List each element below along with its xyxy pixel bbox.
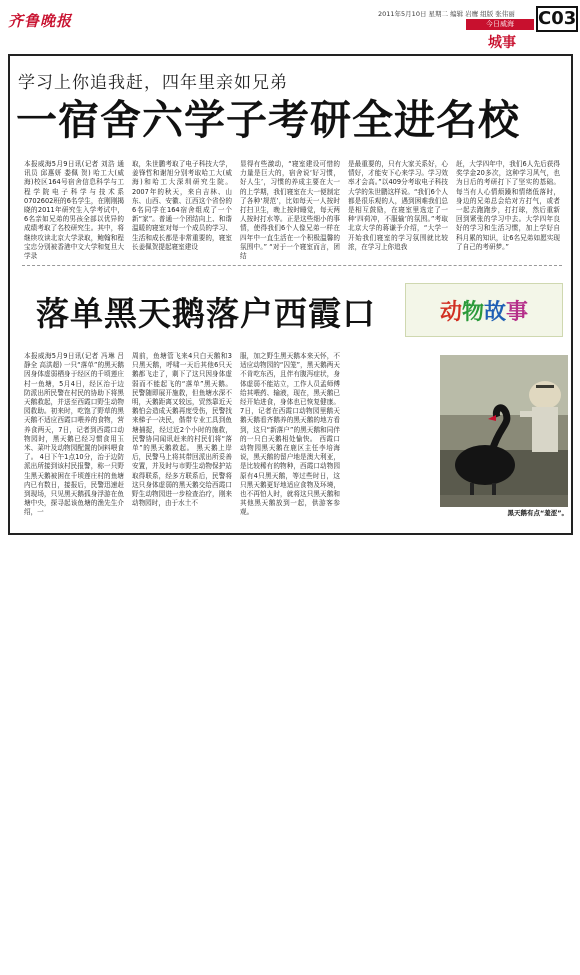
article1-column-5: 赶，大学四年中，我们6人先后获得奖学金20多次，这种学习风气，也为日后的考研打下了坚实的基础。每当有人心情烦躁和情绪低落时，身边的兄弟总会给对方打气，或者一起去跑跑步，打打球，然后重新回到紧张的学习中去。大学四年良好的学习和生活习惯，加上学好自科月累的知识，让6名兄弟如愿实现了自己的考研梦。”: [456, 160, 560, 251]
black-swan-illustration: [440, 355, 568, 507]
article1-kicker: 学习上你追我赶，四年里亲如兄弟: [18, 73, 288, 93]
black-swan-photo: [440, 355, 568, 507]
badge-char: 物: [461, 298, 484, 325]
section-divider: [22, 265, 562, 266]
animal-story-badge: [405, 283, 563, 337]
badge-char: 动: [439, 298, 462, 325]
badge-char: 故: [484, 298, 507, 325]
article2-headline: 落单黑天鹅落户西霞口: [36, 294, 376, 333]
section-title: 城事: [488, 35, 516, 51]
article1-column-1: 本报威海5月9日讯(记者 刘浩 通讯员 邱惠妍 娄佩 贺) 哈工大(威海)校区164号宿舍信息科学与工程学院电子科学与技术系0702602班的6名学生，在刚刚揭晓的2011年研究生入学考试中，6名亲如兄弟的男孩全部以优异的成绩考取了名校研究生。其中，将继续攻读北京大学录取，鲍翰和程宝忠分别被香港中文大学和复旦大学录: [24, 160, 124, 261]
issue-meta: 2011年5月10日 星期二 编辑 岩鹰 组版 张伟丽: [378, 10, 515, 18]
article1-column-2: 取，朱世鹏考取了电子科技大学，姜锋哲和谢旭分别考取哈工大(威海)和哈工大深圳研究生院。 2007年的秋天，来自吉林、山东、山西、安徽、江西这个省份的6名同学在164宿舍组成了一个新“家”。普通一个团结向上、和谐温暖的寝室对每一个成员的学习、生活和成长都是非常重要的，寝室长姜佩贺提起寝室建设: [132, 160, 232, 251]
newspaper-logo: 齐鲁晚报: [8, 12, 73, 30]
article1-headline: 一宿舍六学子考研全进名校: [16, 96, 520, 144]
badge-char: 事: [506, 298, 529, 325]
article2-column-2: 周前，鱼塘管飞来4只白天鹅和3只黑天鹅，呼啸一天后其他6只天鹅都飞走了，剩下了这只因身体虚弱而不能起飞的“落单”黑天鹅。 民警随即展开施救，但鱼塘水深不明，天鹅距离又较远，贸然靠近天鹅怕会造成天鹅再度受伤，民警找来梯子一决民，偕带专业工具到鱼塘捕捉，经过近2个小时的施救，民警协同闻讯赶来的村民们将“落单”的黑天鹅救起。 黑天鹅上岸后，民警马上将其带回派出所妥善安置，并及时与市野生动物保护站取得联系，经多方联系后，民警将这只身体虚弱的黑天鹅交给西霞口野生动物园进一步检查治疗，刚来动物园时，由于水土不: [132, 352, 232, 508]
section-bar: 今日威海: [466, 19, 534, 30]
article1-column-3: 显得有些激动，“寝室建设可惜的力量是巨大的，宿舍说‘好习惯，好人生’，习惯的养成主要在大一的上学期，我们寝室在大一便制定了各种‘规范’，比如每天一人按时打扫卫生，晚上按时睡觉，每天两人按时打水等。正是这些细小的事情，使得我们6个人像兄弟一样在四年中一直生活在一个积极温馨的氛围中。” “对于一个寝室而言，团结: [240, 160, 340, 261]
photo-caption: 黑天鹅有点“羞涩”。: [507, 509, 568, 517]
article2-column-1: 本报威海5月9日讯(记者 冯琳 吕静全 高洪超) 一只“落单”的黑天鹅因身体虚弱栖身于经区的千顷莲庄村一鱼塘，5月4日，经区治于边防派出所民警在村民的协助下将黑天鹅救起，并送至西霞口野生动物园救助。初来时，吃饱了野草的黑天鹅不适应西霞口喂养的食物，营养食两天，7日，记者到西霞口动物园时，黑天鹅已经习惯食用玉米、菜叶及动物园配置的饲料喂食了。 4日下午1点10分，治于边防派出所接到该村民报警，称一只野生黑天鹅被困在千顷莲庄村的鱼塘内已有数日，接报后，民警迅速赶到现场，只见黑天鹅孤身浮游在鱼塘中央，探寻起该鱼塘的渔先生介绍，一: [24, 352, 124, 517]
article1-column-4: 是最重要的，只有大家关系好，心情好，才能安下心来学习。学习效率才会高。”以409分考取电子科技大学的朱世鹏这样说。“我们6个人都是很乐观的人，遇到困难我们总是相互鼓励，在寝室里选定了一种‘四荷冲，不服输’的氛围。”考取北京大学的蒋谦予介绍，“大学一开始我们寝室的学习氛围就比较浓，在学习上你追我: [348, 160, 448, 251]
article2-column-3: 服，加之野生黑天鹅本来天怀，不适应动物园的“囚笼”，黑天鹅两天不肯吃东西，且伴有腹泻症状，身体虚弱不能站立，工作人员孟师傅给其喂药、输液，现在，黑天鹅已经开始进食，身体也已恢复健康。7日，记者在西霞口动物园里鹅天鹅天鹅看齐鹅养的黑天鹅的地方看到，这只“新落户”的黑天鹅和同伴的一只白天鹅相处愉快。 西霞口动物园黑天鹅在鹿区主任李培海说，黑天鹅的留户地是澳大利亚，是比较稀有的物种，西霞口动物园原有4只黑天鹅，等过些时日，这只黑天鹅更好地适应食物及环境，也不再怕人时，就将这只黑天鹅和其他黑天鹅放到一起，供游客参观。: [240, 352, 340, 517]
page-number: C03: [536, 6, 578, 32]
